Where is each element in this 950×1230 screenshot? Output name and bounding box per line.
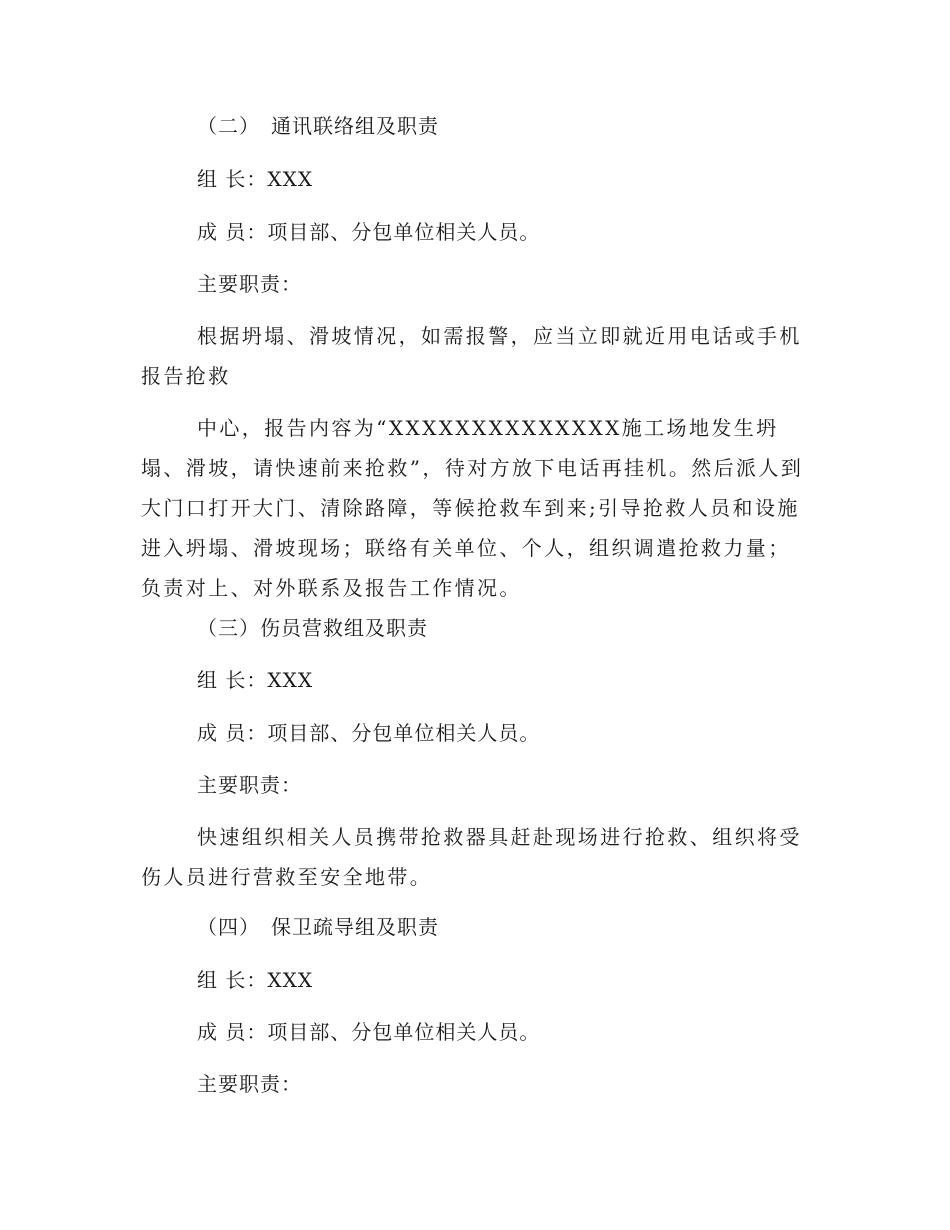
duties-label: 主要职责： bbox=[197, 272, 302, 296]
duties-paragraph: 根据坍塌、滑坡情况，如需报警，应当立即就近用电话或手机报告抢救 bbox=[141, 324, 802, 388]
group-members: 成 员：项目部、分包单位相关人员。 bbox=[197, 1020, 541, 1044]
section-heading-communication: （二） 通讯联络组及职责 bbox=[197, 114, 439, 138]
section-heading-rescue: （三）伤员营救组及职责 bbox=[197, 616, 428, 640]
duties-paragraph: 快速组织相关人员携带抢救器具赶赴现场进行抢救、组织将受伤人员进行营救至安全地带。 bbox=[141, 825, 802, 889]
group-members: 成 员：项目部、分包单位相关人员。 bbox=[197, 220, 541, 244]
group-members: 成 员：项目部、分包单位相关人员。 bbox=[197, 721, 541, 745]
duties-label: 主要职责： bbox=[197, 773, 302, 797]
duties-paragraph-continued: 中心，报告内容为“XXXXXXXXXXXXXX施工场地发生坍塌、滑坡，请快速前来抢救”，待对方放下电话再挂机。然后派人到大门口打开大门、清除路障，等候抢救车到来;引导抢救人员和设施进入坍塌、滑坡现场；联络有关单位、个人，组织调遣抢救力量；负责对上、对外联系及报告工作情况。 bbox=[141, 416, 804, 600]
duties-label: 主要职责： bbox=[197, 1072, 302, 1096]
group-leader: 组 长：XXX bbox=[197, 968, 314, 992]
group-leader: 组 长：XXX bbox=[197, 167, 314, 191]
group-leader: 组 长：XXX bbox=[197, 668, 314, 692]
section-heading-security: （四） 保卫疏导组及职责 bbox=[197, 915, 439, 939]
